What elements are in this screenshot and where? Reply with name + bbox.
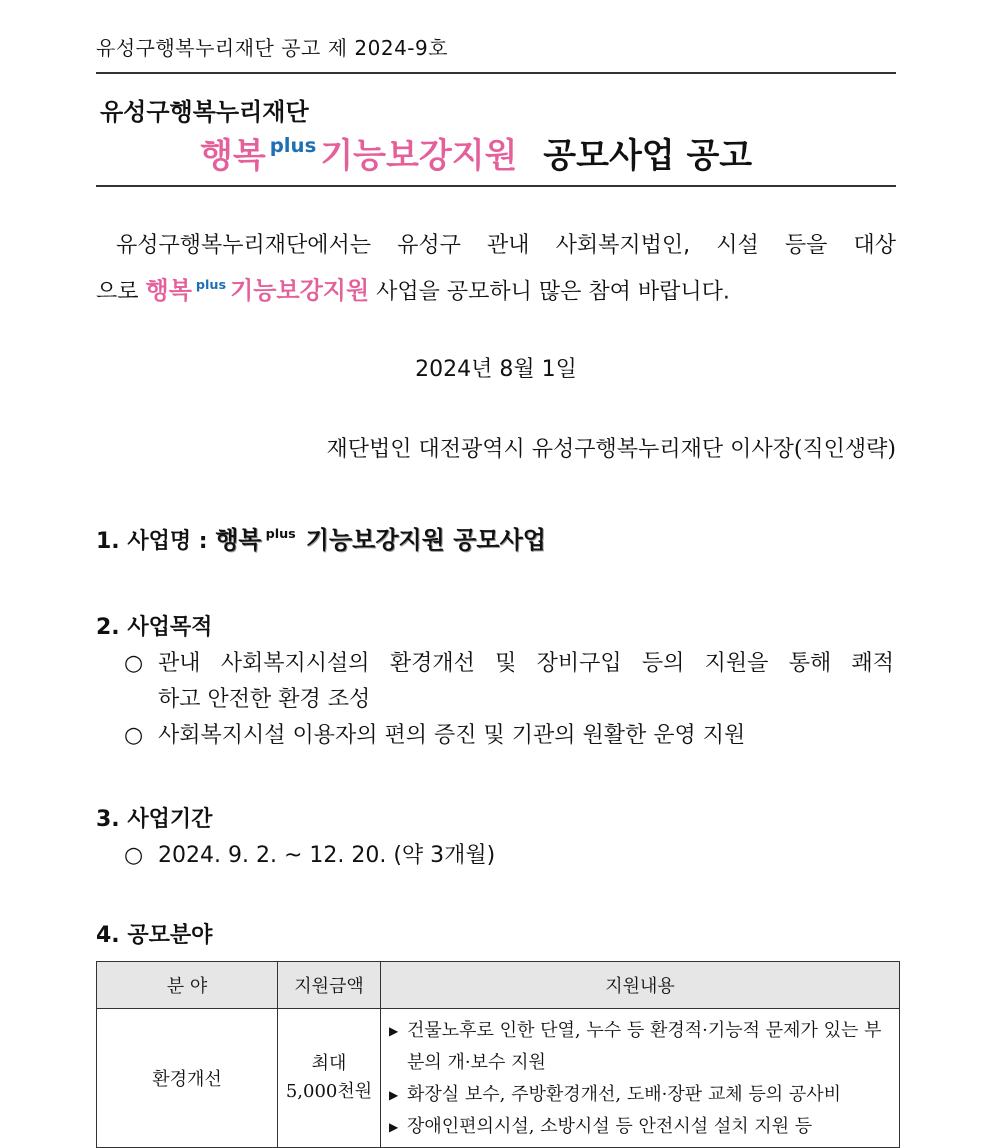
intro-highlight-2: 기능보강지원 — [230, 276, 370, 305]
content-item — [387, 1111, 893, 1143]
intro-post: 사업을 공모하니 많은 참여 바랍니다. — [376, 279, 730, 305]
content-item-text: 화장실 보수, 주방환경개선, 도배·장판 교체 등의 공사비 — [407, 1084, 842, 1105]
list-item — [124, 838, 896, 874]
circle-bullet-icon: ○ — [124, 843, 144, 868]
triangle-bullet-icon: ▶ — [389, 1088, 399, 1102]
table-header-row — [97, 962, 900, 1009]
table-row — [97, 1009, 900, 1148]
table-cell-amount — [278, 1009, 381, 1148]
content-item-text: 건물노후로 인한 단열, 누수 등 환경적·기능적 문제가 있는 부분의 개·보수 지원 — [407, 1020, 882, 1073]
intro-highlight: 행복 — [145, 276, 192, 305]
title-highlight: 행복 — [200, 136, 266, 176]
triangle-bullet-icon: ▶ — [389, 1120, 399, 1134]
header-bottom-rule — [96, 185, 896, 187]
notice-title — [200, 128, 752, 177]
table-header-amount: 지원금액 — [278, 962, 381, 1009]
title-plus: plus — [269, 134, 317, 158]
section-1 — [96, 520, 546, 555]
org-name: 유성구행복누리재단 — [100, 98, 309, 126]
table-cell-content — [381, 1009, 900, 1148]
section-1-label: 1. 사업명 : — [96, 529, 208, 554]
header-top-rule — [96, 72, 896, 74]
intro-paragraph — [96, 226, 896, 313]
list-item-line-2: 하고 안전한 환경 조성 — [158, 687, 371, 712]
intro-plus: plus — [195, 278, 227, 293]
table-header-content: 지원내용 — [381, 962, 900, 1009]
amount-line-2: 5,000천원 — [285, 1081, 373, 1102]
amount-line-1: 최대 — [311, 1053, 347, 1074]
list-item-text: 사회복지시설 이용자의 편의 증진 및 기관의 원활한 운영 지원 — [158, 723, 746, 748]
title-suffix: 공모사업 공고 — [543, 136, 753, 176]
support-table — [96, 961, 900, 1148]
intro-line-1: 유성구행복누리재단에서는 유성구 관내 사회복지법인, 시설 등을 대상 — [116, 233, 896, 258]
content-item — [387, 1015, 893, 1079]
table-header-field: 분 야 — [97, 962, 278, 1009]
signer: 재단법인 대전광역시 유성구행복누리재단 이사장(직인생략) — [326, 437, 896, 462]
title-highlight-2: 기능보강지원 — [320, 136, 518, 176]
circle-bullet-icon: ○ — [124, 723, 144, 748]
list-item — [124, 718, 896, 754]
section-1-name: 행복 — [215, 526, 262, 554]
content-item-text: 장애인편의시설, 소방시설 등 안전시설 설치 지원 등 — [407, 1116, 813, 1137]
section-1-plus: plus — [265, 527, 296, 543]
section-1-name-2: 기능보강지원 공모사업 — [305, 526, 546, 554]
list-item-line-1: 관내 사회복지시설의 환경개선 및 장비구입 등의 지원을 통해 쾌적 — [158, 651, 894, 676]
triangle-bullet-icon: ▶ — [389, 1024, 399, 1038]
table-cell-field: 환경개선 — [97, 1009, 278, 1148]
intro-pre: 으로 — [96, 279, 139, 305]
section-4-label: 4. 공모분야 — [96, 923, 213, 948]
notice-number: 유성구행복누리재단 공고 제 2024-9호 — [96, 36, 449, 60]
intro-line-2 — [96, 266, 896, 313]
list-item — [124, 646, 896, 718]
content-item — [387, 1079, 893, 1111]
list-item-text: 2024. 9. 2. ~ 12. 20. (약 3개월) — [158, 843, 496, 868]
notice-date: 2024년 8월 1일 — [415, 357, 577, 382]
section-3-label: 3. 사업기간 — [96, 807, 213, 832]
section-2-label: 2. 사업목적 — [96, 615, 213, 640]
circle-bullet-icon: ○ — [124, 651, 144, 676]
